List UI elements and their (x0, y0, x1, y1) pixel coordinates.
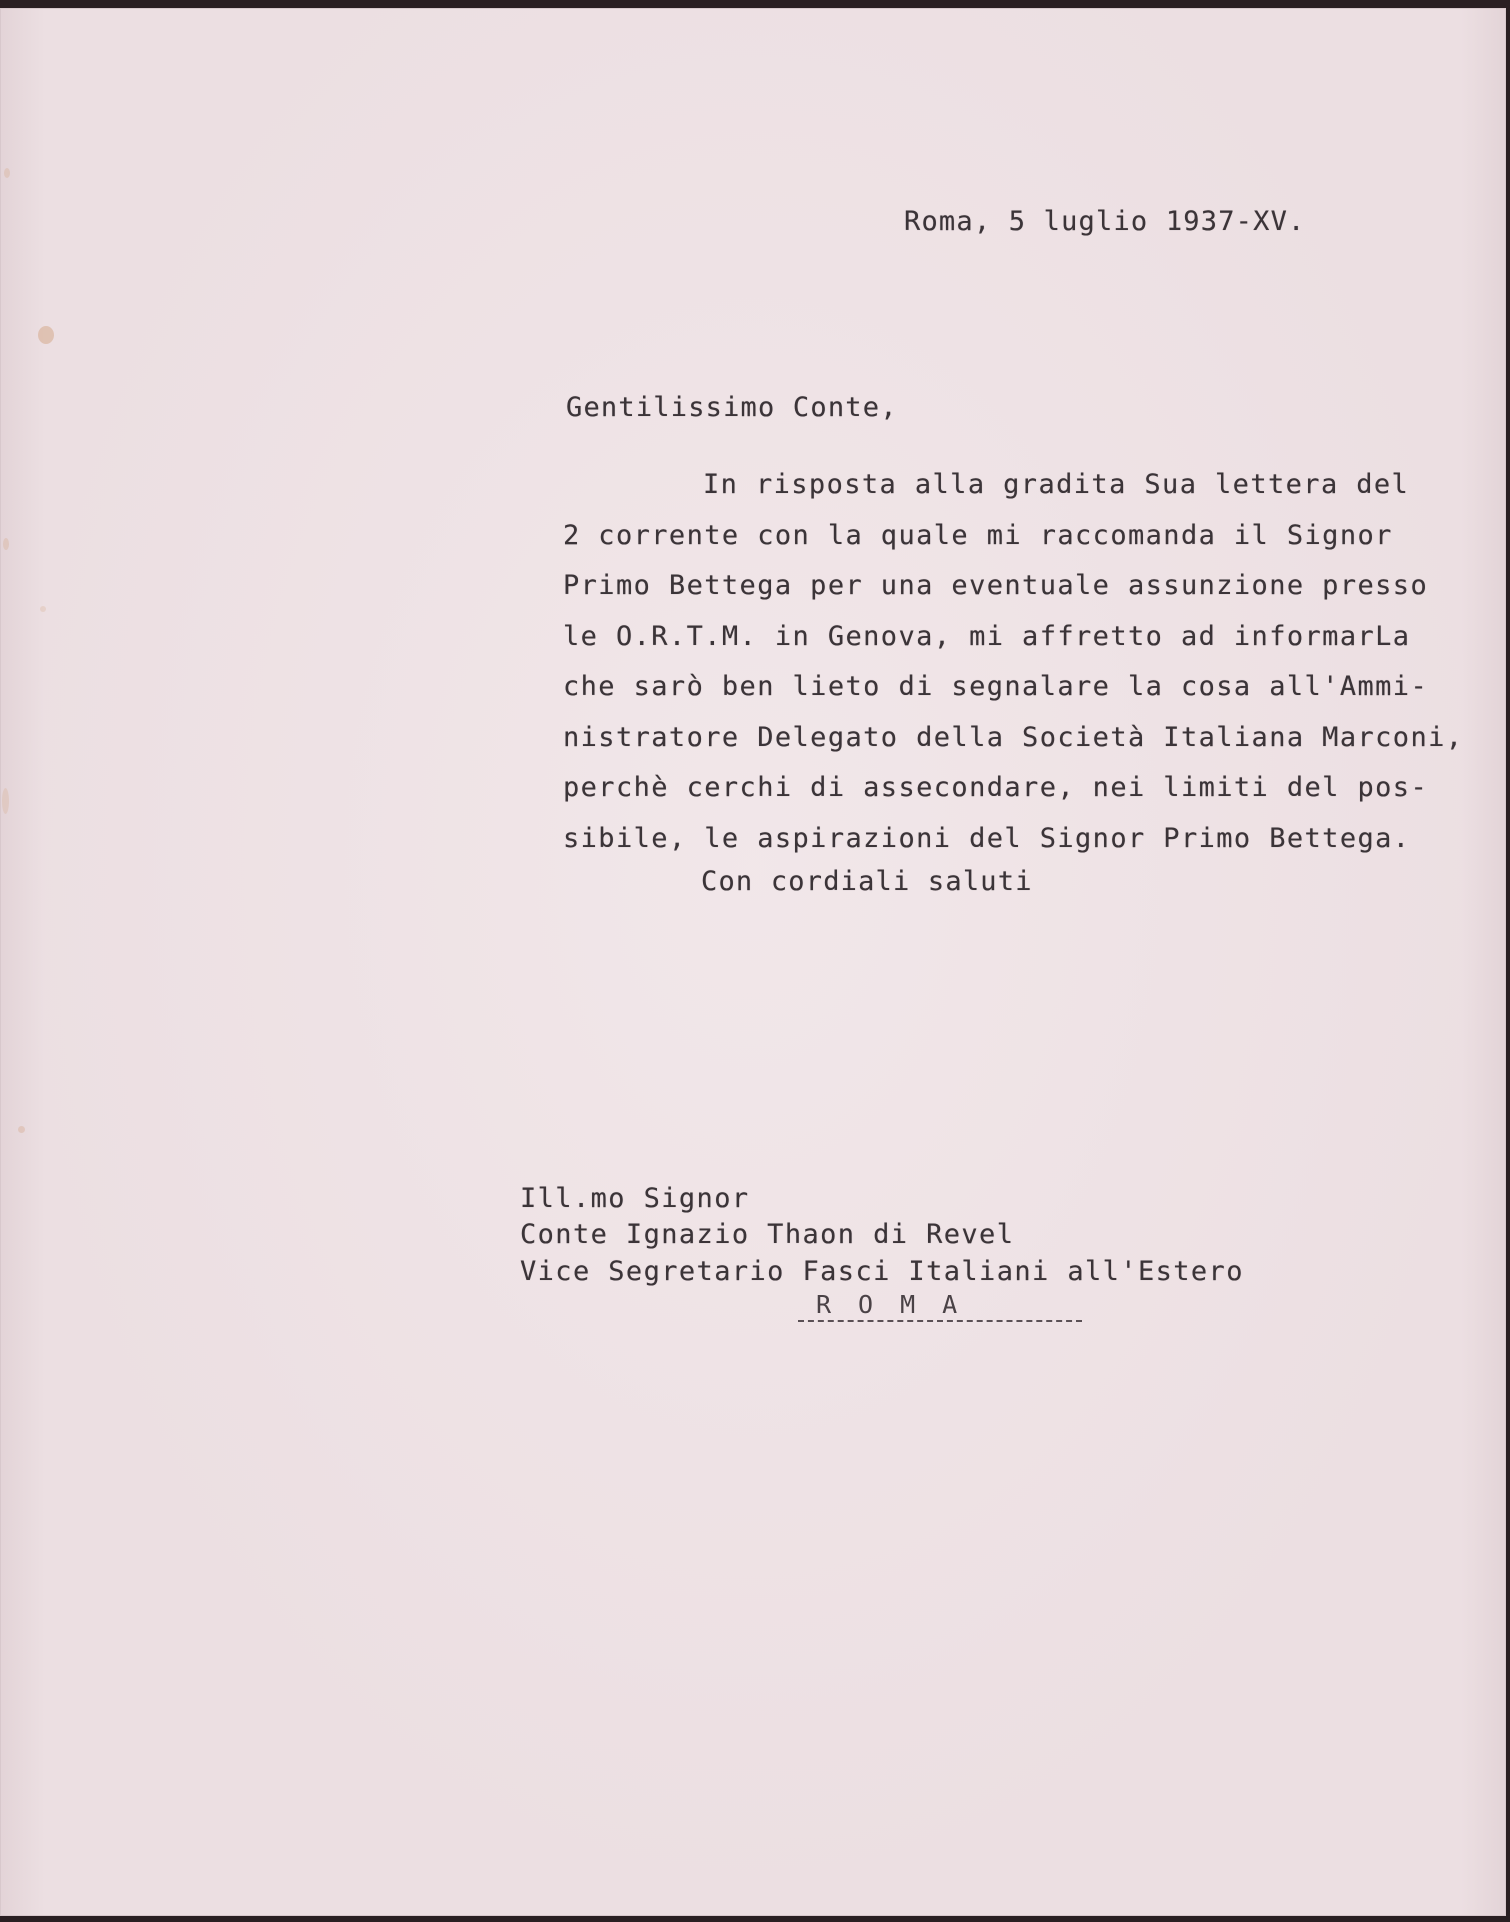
body-line: nistratore Delegato della Società Italiana Marconi, (563, 721, 1464, 753)
letter-body (563, 460, 1463, 864)
foxing-stain (18, 1126, 25, 1133)
closing: Con cordiali saluti (701, 866, 1033, 897)
body-line: sibile, le aspirazioni del Signor Primo Bettega. (563, 822, 1411, 854)
address-city: ROMA (798, 1290, 1082, 1322)
address-line-office: Vice Segretario Fasci Italiani all'Estero (520, 1256, 1244, 1287)
foxing-stain (4, 168, 10, 178)
letter-sheet (0, 8, 1506, 1916)
body-line: 2 corrente con la quale mi raccomanda il Signor (563, 519, 1393, 551)
body-line: Primo Bettega per una eventuale assunzione presso (563, 570, 1429, 601)
date-line: Roma, 5 luglio 1937-XV. (904, 206, 1306, 237)
foxing-stain (3, 538, 9, 550)
foxing-stain (40, 606, 46, 612)
body-line: In risposta alla gradita Sua lettera del (703, 469, 1410, 500)
salutation: Gentilissimo Conte, (566, 392, 898, 423)
foxing-stain (2, 788, 9, 814)
address-line-name: Conte Ignazio Thaon di Revel (520, 1219, 1015, 1250)
address-line-title: Ill.mo Signor (520, 1183, 750, 1214)
foxing-stain (38, 326, 54, 344)
body-line: che sarò ben lieto di segnalare la cosa all'Ammi- (563, 671, 1429, 702)
body-line: perchè cerchi di assecondare, nei limiti del pos- (563, 772, 1429, 803)
body-line: le O.R.T.M. in Genova, mi affretto ad informarLa (563, 620, 1411, 652)
